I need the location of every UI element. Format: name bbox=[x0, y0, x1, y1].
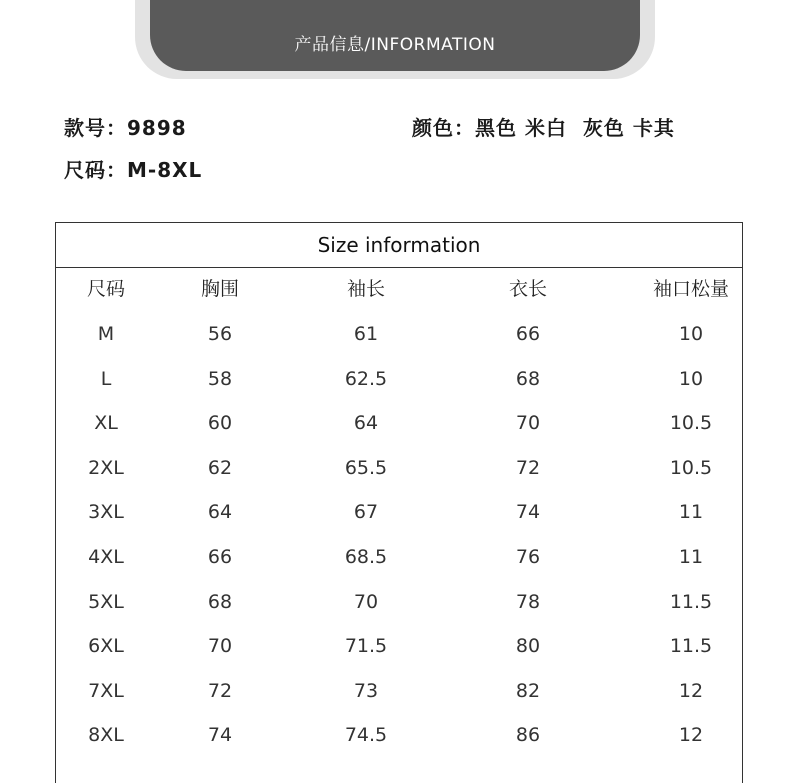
table-row bbox=[56, 401, 742, 445]
size-table-title: Size information bbox=[56, 223, 742, 268]
banner-title: 产品信息/INFORMATION bbox=[294, 35, 496, 55]
colors-label: 颜色： bbox=[412, 116, 475, 140]
header-cuff-ease: 袖口松量 bbox=[652, 278, 729, 300]
cell-chest: 58 bbox=[207, 367, 233, 390]
cell-sleeve-length: 64 bbox=[353, 412, 379, 435]
cell-sleeve-length: 61 bbox=[353, 323, 379, 345]
cell-chest: 60 bbox=[207, 412, 233, 435]
style-number bbox=[64, 112, 187, 141]
cell-cuff-ease: 10 bbox=[678, 367, 704, 390]
cell-sleeve-length: 67 bbox=[353, 501, 379, 524]
cell-cuff-ease: 12 bbox=[678, 679, 704, 702]
table-row bbox=[56, 446, 742, 490]
cell-sleeve-length: 65.5 bbox=[344, 456, 388, 479]
table-row bbox=[56, 535, 742, 579]
colors bbox=[412, 112, 675, 141]
cell-size: M bbox=[97, 323, 115, 345]
style-number-label: 款号： bbox=[64, 116, 127, 140]
header-garment-length: 衣长 bbox=[508, 278, 547, 300]
cell-sleeve-length: 71.5 bbox=[344, 635, 388, 658]
cell-size: XL bbox=[94, 412, 118, 435]
cell-chest: 68 bbox=[207, 590, 233, 613]
cell-chest: 62 bbox=[207, 456, 233, 479]
header-chest: 胸围 bbox=[200, 278, 239, 300]
table-row bbox=[56, 624, 742, 668]
cell-chest: 72 bbox=[207, 679, 233, 702]
size-table bbox=[55, 222, 743, 783]
cell-chest: 56 bbox=[207, 323, 233, 345]
cell-size: 2XL bbox=[88, 456, 124, 479]
cell-cuff-ease: 12 bbox=[678, 724, 704, 747]
cell-size: 6XL bbox=[88, 635, 124, 658]
cell-cuff-ease: 10 bbox=[678, 323, 704, 345]
cell-cuff-ease: 11.5 bbox=[669, 635, 713, 658]
cell-chest: 66 bbox=[207, 546, 233, 568]
cell-sleeve-length: 74.5 bbox=[344, 724, 388, 747]
cell-garment-length: 68 bbox=[515, 367, 541, 390]
colors-value: 黑色 米白 灰色 卡其 bbox=[475, 116, 675, 140]
table-row bbox=[56, 357, 742, 401]
cell-cuff-ease: 10.5 bbox=[669, 456, 713, 479]
table-row bbox=[56, 312, 742, 356]
cell-sleeve-length: 73 bbox=[353, 679, 379, 702]
cell-sleeve-length: 70 bbox=[353, 590, 379, 613]
cell-sleeve-length: 62.5 bbox=[344, 367, 388, 390]
cell-sleeve-length: 68.5 bbox=[344, 546, 388, 568]
size-range bbox=[64, 154, 202, 183]
size-range-label: 尺码： bbox=[64, 158, 127, 182]
cell-cuff-ease: 11.5 bbox=[669, 590, 713, 613]
cell-cuff-ease: 11 bbox=[678, 501, 704, 524]
cell-chest: 64 bbox=[207, 501, 233, 524]
cell-garment-length: 86 bbox=[515, 724, 541, 747]
table-row bbox=[56, 580, 742, 624]
cell-size: 8XL bbox=[88, 724, 124, 747]
cell-garment-length: 72 bbox=[515, 456, 541, 479]
table-row bbox=[56, 713, 742, 757]
cell-size: L bbox=[100, 367, 112, 390]
table-header-row bbox=[56, 267, 742, 311]
cell-cuff-ease: 10.5 bbox=[669, 412, 713, 435]
cell-size: 3XL bbox=[88, 501, 124, 524]
cell-garment-length: 74 bbox=[515, 501, 541, 524]
cell-chest: 70 bbox=[207, 635, 233, 658]
cell-garment-length: 80 bbox=[515, 635, 541, 658]
info-banner bbox=[150, 0, 640, 71]
cell-garment-length: 70 bbox=[515, 412, 541, 435]
header-size: 尺码 bbox=[86, 278, 125, 300]
cell-garment-length: 76 bbox=[515, 546, 541, 568]
cell-garment-length: 78 bbox=[515, 590, 541, 613]
table-row bbox=[56, 669, 742, 713]
cell-chest: 74 bbox=[207, 724, 233, 747]
cell-size: 5XL bbox=[88, 590, 124, 613]
size-range-value: M-8XL bbox=[127, 158, 203, 182]
style-number-value: 9898 bbox=[127, 116, 187, 140]
header-sleeve-length: 袖长 bbox=[346, 278, 385, 300]
cell-garment-length: 82 bbox=[515, 679, 541, 702]
cell-size: 4XL bbox=[88, 546, 124, 568]
cell-cuff-ease: 11 bbox=[678, 546, 704, 568]
cell-size: 7XL bbox=[88, 679, 124, 702]
cell-garment-length: 66 bbox=[515, 323, 541, 345]
table-row bbox=[56, 490, 742, 534]
